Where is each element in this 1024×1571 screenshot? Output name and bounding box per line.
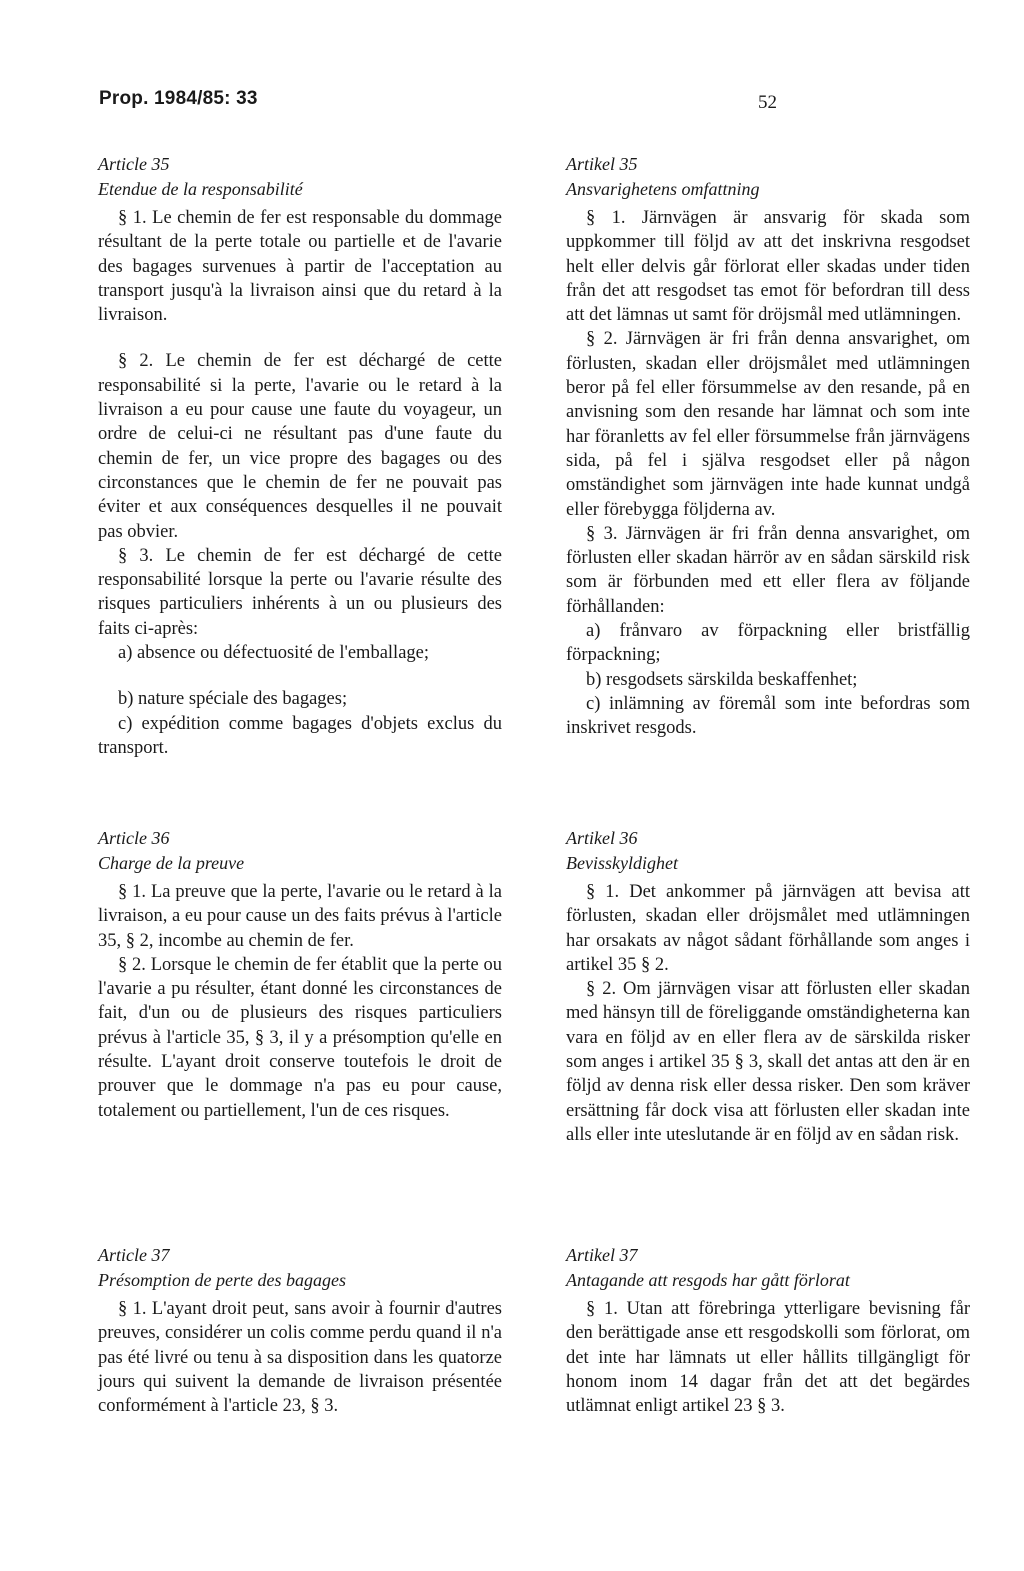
article-35-fr-item-a: a) absence ou défectuosité de l'emballage; bbox=[118, 643, 430, 664]
article-36-french bbox=[98, 826, 502, 1123]
article-35-sv-para-2: § 2. Järnvägen är fri från denna ansvarighet, om förlusten, skadan eller dröjsmålet med utlämningen beror på fel eller försummelse av den resande, på en anvisning som den resande har lämnat och som inte har föranletts av fel eller försummelse från järnvägens sida, på fel i själva resgodset eller på någon omständighet som järnvägen inte hade kunnat undgå eller förebygga följderna av. bbox=[566, 329, 970, 520]
article-35-fr-para-2: § 2. Le chemin de fer est déchargé de cette responsabilité si la perte, l'avarie ou le retard à la livraison a eu pour cause une faute du voyageur, un ordre de celui-ci ne résultant pas d'une faute du chemin de fer, un vice propre des bagages ou des circonstances que le chemin de fer ne pouvait pas éviter et aux conséquences desquelles il ne pouvait pas obvier. bbox=[98, 351, 502, 542]
article-35-sv-item-c: c) inlämning av föremål som inte befordras som inskrivet resgods. bbox=[566, 693, 970, 739]
article-36-swedish bbox=[566, 826, 970, 1147]
article-37-swedish bbox=[566, 1243, 970, 1418]
article-37-sv-number: Artikel 37 bbox=[566, 1245, 638, 1265]
article-35-sv-item-b: b) resgodsets särskilda beskaffenhet; bbox=[586, 669, 858, 690]
article-35-fr-item-c: c) expédition comme bagages d'objets exclus du transport. bbox=[98, 713, 502, 758]
page-number: 52 bbox=[758, 92, 777, 113]
article-36-fr-para-1: § 1. La preuve que la perte, l'avarie ou le retard à la livraison, a eu pour cause un des faits prévus à l'article 35, § 2, incombe au chemin de fer. bbox=[98, 882, 502, 951]
article-37-sv-heading: Antagande att resgods har gått förlorat bbox=[566, 1270, 850, 1290]
article-36-sv-para-1: § 1. Det ankommer på järnvägen att bevisa att förlusten, skadan eller dröjsmålet med utlämningen har orsakats av något sådant förhållande som anges i artikel 35 § 2. bbox=[566, 882, 970, 975]
article-35-sv-heading: Ansvarighetens omfattning bbox=[566, 179, 760, 199]
article-37-fr-para-1: § 1. L'ayant droit peut, sans avoir à fournir d'autres preuves, considérer un colis comme perdu quand il n'a pas été livré ou tenu à sa disposition dans les quatorze jours qui suivent la demande de livraison présentée conformément à l'article 23, § 3. bbox=[98, 1299, 502, 1417]
article-35-swedish bbox=[566, 152, 970, 741]
article-35-fr-number: Article 35 bbox=[98, 154, 170, 174]
article-36-fr-number: Article 36 bbox=[98, 828, 170, 848]
article-35-sv-para-1: § 1. Järnvägen är ansvarig för skada som uppkommer till följd av att det inskrivna resgodset helt eller delvis går förlorat eller skadas under tiden från det att resgodset tas emot för befordran till dess att det lämnas ut samt för dröjsmål med utlämningen. bbox=[566, 208, 970, 326]
article-36-fr-para-2: § 2. Lorsque le chemin de fer établit que la perte ou l'avarie a pu résulter, étant donné les circonstances de fait, d'un ou de plusieurs des risques particuliers prévus à l'article 35, § 3, il y a présomption qu'elle en résulte. L'ayant droit conserve toutefois le droit de prouver que le dommage n'a pas eu pour cause, totalement ou partiellement, l'un de ces risques. bbox=[98, 954, 502, 1121]
article-37-fr-heading: Présomption de perte des bagages bbox=[98, 1270, 346, 1290]
article-37-fr-number: Article 37 bbox=[98, 1245, 170, 1265]
article-35-fr-para-3: § 3. Le chemin de fer est déchargé de cette responsabilité lorsque la perte ou l'avarie résulte des risques particuliers inhérents à un ou plusieurs des faits ci-après: bbox=[98, 545, 502, 639]
article-35-fr-para-1: § 1. Le chemin de fer est responsable du dommage résultant de la perte totale ou partielle et de l'avarie des bagages survenues à partir de l'acceptation au transport jusqu'à la livraison ainsi que du retard à la livraison. bbox=[98, 208, 502, 326]
article-35-fr-item-b: b) nature spéciale des bagages; bbox=[118, 689, 348, 710]
article-35-sv-item-a: a) frånvaro av förpackning eller bristfällig förpackning; bbox=[566, 621, 970, 666]
article-35-fr-heading: Etendue de la responsabilité bbox=[98, 179, 303, 199]
document-reference: Prop. 1984/85: 33 bbox=[99, 88, 258, 109]
article-36-fr-heading: Charge de la preuve bbox=[98, 853, 245, 873]
article-37-french bbox=[98, 1243, 502, 1418]
article-36-sv-heading: Bevisskyldighet bbox=[566, 853, 678, 873]
article-35-sv-number: Artikel 35 bbox=[566, 154, 638, 174]
article-35-sv-para-3: § 3. Järnvägen är fri från denna ansvarighet, om förlusten eller skadan härrör av en sådan särskild risk som är förbunden med ett eller flera av följande förhållanden: bbox=[566, 523, 970, 617]
article-36-sv-para-2: § 2. Om järnvägen visar att förlusten eller skadan med hänsyn till de föreliggande omständigheterna kan vara en följd av en eller flera av de särskilda risker som anges i artikel 35 § 3, skall det antas att den är en följd av denna risk eller dessa risker. Den som kräver ersättning får dock visa att förlusten eller skadan inte alls eller inte uteslutande är en följd av en sådan risk. bbox=[566, 979, 970, 1145]
article-36-sv-number: Artikel 36 bbox=[566, 828, 638, 848]
article-35-french bbox=[98, 152, 502, 760]
article-37-sv-para-1: § 1. Utan att förebringa ytterligare bevisning får den berättigade anse ett resgodskolli som förlorat, om det inte har lämnats ut eller hållits tillgängligt för honom inom 14 dagar från det att det begärdes utlämnat enligt artikel 23 § 3. bbox=[566, 1299, 970, 1417]
